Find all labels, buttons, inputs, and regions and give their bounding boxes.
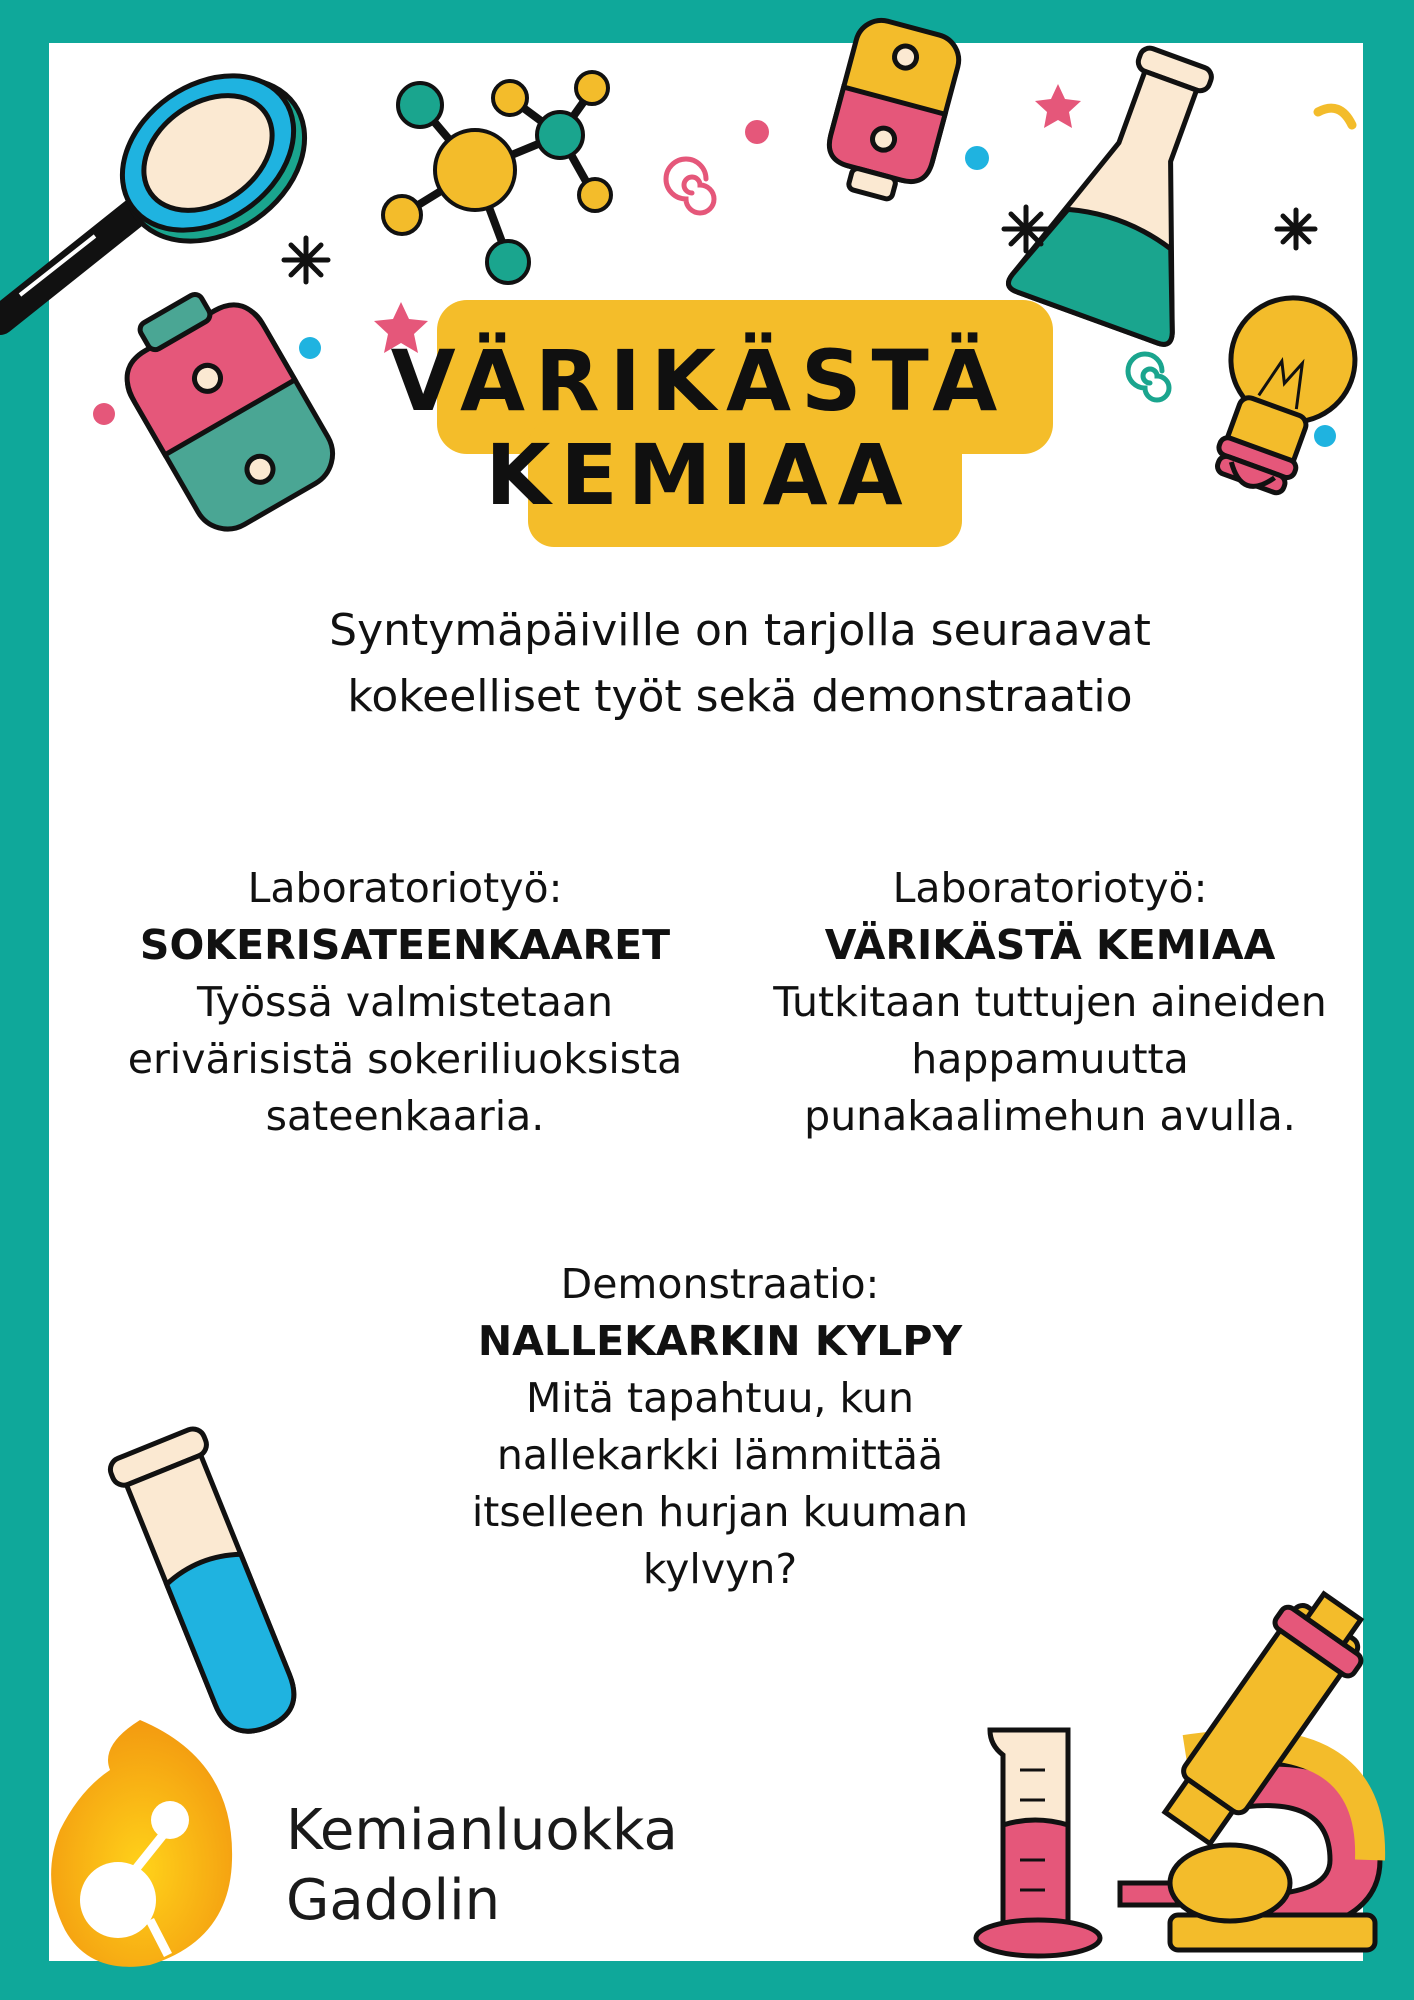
lab-work-colorful-chemistry — [740, 860, 1360, 1145]
card-desc-line3: sateenkaaria. — [265, 1092, 545, 1140]
card-desc-line2: happamuutta — [911, 1035, 1189, 1083]
card-desc-line3: itselleen hurjan kuuman — [471, 1488, 969, 1536]
card-kind: Laboratoriotyö: — [247, 864, 563, 912]
molecule-icon — [383, 72, 611, 283]
intro-line1: Syntymäpäiville on tarjolla seuraavat — [329, 605, 1151, 656]
demonstration-gummy-bath — [430, 1256, 1010, 1598]
logo-icon — [51, 1720, 232, 1967]
card-name: SOKERISATEENKAARET — [139, 921, 671, 969]
card-desc-line2: erivärisistä sokeriliuoksista — [127, 1035, 683, 1083]
logo-wordmark — [286, 1796, 678, 1936]
logo-line1: Kemianluokka — [286, 1798, 678, 1863]
logo-line2: Gadolin — [286, 1868, 501, 1933]
intro-line2: kokeelliset työt sekä demonstraatio — [347, 671, 1133, 722]
card-desc-line3: punakaalimehun avulla. — [804, 1092, 1296, 1140]
card-desc-line1: Työssä valmistetaan — [197, 978, 613, 1026]
test-tube-icon — [107, 1425, 314, 1745]
card-kind: Laboratoriotyö: — [892, 864, 1208, 912]
poster-title-line1: VÄRIKÄSTÄ — [390, 332, 1008, 430]
magnifier-icon — [0, 44, 336, 320]
card-desc-line4: kylvyn? — [642, 1545, 798, 1593]
card-desc-line2: nallekarkki lämmittää — [496, 1431, 944, 1479]
card-desc-line1: Tutkitaan tuttujen aineiden — [773, 978, 1327, 1026]
card-desc-line1: Mitä tapahtuu, kun — [526, 1374, 914, 1422]
flask-icon — [1006, 30, 1262, 347]
card-name: NALLEKARKIN KYLPY — [477, 1317, 963, 1365]
lab-work-sugar-rainbows — [100, 860, 710, 1145]
graduated-cylinder-icon — [976, 1730, 1100, 1956]
card-kind: Demonstraatio: — [560, 1260, 880, 1308]
battery-icon — [819, 15, 965, 208]
intro-text — [200, 598, 1280, 730]
card-name: VÄRIKÄSTÄ KEMIAA — [824, 921, 1276, 969]
poster-title-line2: KEMIAA — [485, 426, 913, 524]
microscope-icon — [1120, 1580, 1381, 1950]
